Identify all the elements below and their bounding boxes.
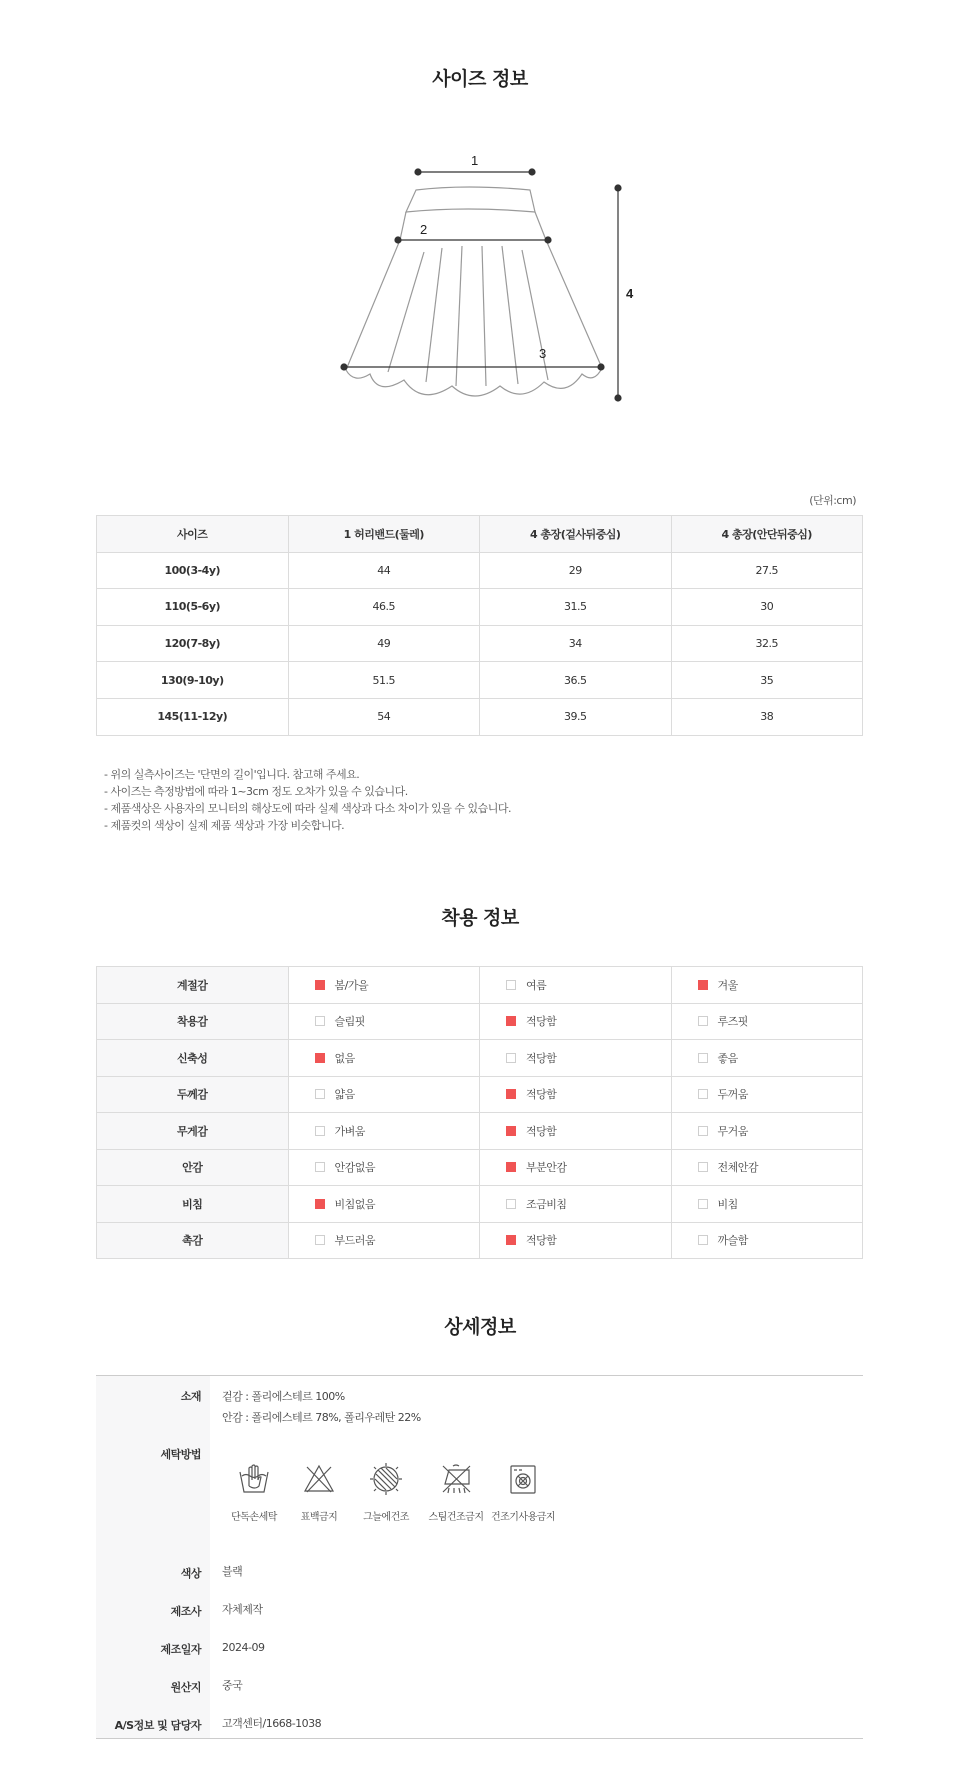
wear-option-label: 부드러움: [334, 1234, 376, 1248]
diagram-label-2: 2: [420, 222, 428, 237]
table-row: [97, 967, 863, 1004]
size-cell: 120(7-8y): [97, 625, 289, 662]
wear-option-label: 안감없음: [334, 1161, 376, 1175]
table-row: [97, 662, 863, 699]
checked-box: [506, 1089, 516, 1099]
size-cell: 49: [288, 625, 480, 662]
note-line: - 위의 실측사이즈는 '단면의 길이'입니다. 참고해 주세요.: [104, 768, 360, 781]
wear-option-label: 적당함: [526, 1051, 557, 1065]
as-value: 고객센터/1668-1038: [222, 1717, 322, 1730]
color-value: 블랙: [222, 1565, 243, 1578]
size-cell: 34: [480, 625, 672, 662]
wear-option-label: 비침없음: [334, 1197, 376, 1211]
size-table: [96, 515, 863, 736]
size-cell: 31.5: [480, 589, 672, 626]
size-section-title: 사이즈 정보: [432, 68, 528, 90]
checked-box: [315, 1053, 325, 1063]
unchecked-box: [315, 1016, 325, 1026]
checked-box: [506, 1016, 516, 1026]
detail-label: 색상: [180, 1567, 201, 1580]
table-row: [97, 1222, 863, 1259]
size-cell: 44: [288, 552, 480, 589]
unchecked-box: [506, 1199, 516, 1209]
wear-option: [480, 1003, 672, 1040]
wear-row-label: 무게감: [97, 1113, 289, 1150]
size-cell: 35: [671, 662, 863, 699]
wear-section-title: 착용 정보: [441, 907, 519, 929]
table-row: [97, 552, 863, 589]
size-cell: 32.5: [671, 625, 863, 662]
detail-label: 제조일자: [160, 1643, 201, 1656]
wear-option: [288, 1186, 480, 1223]
detail-row-washing: [96, 1446, 863, 1556]
unchecked-box: [315, 1089, 325, 1099]
checked-box: [698, 980, 708, 990]
wear-row-label: 촉감: [97, 1222, 289, 1259]
wear-option-label: 조금비침: [526, 1197, 567, 1211]
wear-option-label: 적당함: [526, 1088, 557, 1102]
table-row: [97, 1003, 863, 1040]
checked-box: [506, 1235, 516, 1245]
table-row: [97, 1149, 863, 1186]
wear-option-label: 봄/가을: [334, 978, 369, 992]
no-bleach-icon: [302, 1462, 336, 1496]
wear-option-label: 전체안감: [717, 1161, 759, 1175]
unchecked-box: [698, 1126, 708, 1136]
wear-option-label: 적당함: [526, 1015, 557, 1029]
table-row: [97, 1076, 863, 1113]
wear-option: [671, 1003, 863, 1040]
unchecked-box: [698, 1199, 708, 1209]
wear-option: [671, 1113, 863, 1150]
wear-option: [288, 1113, 480, 1150]
wear-option: [671, 1149, 863, 1186]
size-cell: 29: [480, 552, 672, 589]
table-row: [97, 1113, 863, 1150]
checked-box: [506, 1162, 516, 1172]
wash-label: 스팀건조금지: [428, 1512, 484, 1523]
wear-option-label: 두꺼움: [717, 1088, 748, 1102]
size-cell: 30: [671, 589, 863, 626]
table-row: [97, 589, 863, 626]
wear-option-label: 적당함: [526, 1234, 557, 1248]
unchecked-box: [698, 1053, 708, 1063]
no-steam-dry-icon: [439, 1462, 473, 1496]
unchecked-box: [506, 1053, 516, 1063]
wear-option: [288, 1003, 480, 1040]
wash-item: [346, 1462, 426, 1523]
table-row: [97, 698, 863, 735]
table-row: [97, 625, 863, 662]
checked-box: [506, 1126, 516, 1136]
size-table-header: [97, 516, 863, 553]
no-tumble-dry-icon: [506, 1462, 540, 1496]
wear-option: [480, 1222, 672, 1259]
detail-label: 소재: [180, 1390, 201, 1403]
detail-info-table: [96, 1375, 863, 1739]
table-row: [97, 1186, 863, 1223]
note-line: - 사이즈는 측정방법에 따라 1~3cm 정도 오차가 있을 수 있습니다.: [104, 785, 408, 798]
wear-option-label: 좋음: [717, 1051, 738, 1065]
unchecked-box: [506, 980, 516, 990]
unchecked-box: [315, 1162, 325, 1172]
wear-option: [480, 1113, 672, 1150]
wear-option: [288, 967, 480, 1004]
wear-option: [671, 1222, 863, 1259]
wash-label: 표백금지: [300, 1512, 338, 1523]
skirt-size-diagram: [330, 148, 650, 418]
checked-box: [315, 1199, 325, 1209]
diagram-label-4: 4: [626, 286, 634, 301]
unchecked-box: [698, 1162, 708, 1172]
wash-label: 그늘에건조: [363, 1512, 409, 1523]
wear-option-label: 적당함: [526, 1124, 557, 1138]
wear-row-label: 계절감: [97, 967, 289, 1004]
material-line: 안감 : 폴리에스테르 78%, 폴리우레탄 22%: [222, 1411, 421, 1424]
wear-row-label: 비침: [97, 1186, 289, 1223]
wash-item: [483, 1462, 563, 1523]
detail-label: 세탁방법: [160, 1448, 201, 1461]
wear-option: [480, 1186, 672, 1223]
size-header-cell: 사이즈: [97, 516, 289, 553]
wear-option: [671, 1186, 863, 1223]
size-header-cell: 4 총장(겉사뒤중심): [480, 516, 672, 553]
wear-option: [480, 1040, 672, 1077]
detail-label: 제조사: [170, 1605, 201, 1618]
unit-label: (단위:cm): [809, 494, 856, 507]
wear-option-label: 무거움: [717, 1124, 748, 1138]
material-value: [222, 1386, 421, 1428]
size-cell: 145(11-12y): [97, 698, 289, 735]
unchecked-box: [698, 1235, 708, 1245]
wear-option: [671, 1076, 863, 1113]
wear-option: [480, 1076, 672, 1113]
unchecked-box: [315, 1235, 325, 1245]
wear-option-label: 부분안감: [526, 1161, 567, 1175]
wear-option-label: 비침: [717, 1197, 738, 1211]
wash-label: 건조기사용금지: [490, 1512, 556, 1523]
size-cell: 130(9-10y): [97, 662, 289, 699]
size-cell: 100(3-4y): [97, 552, 289, 589]
unchecked-box: [698, 1016, 708, 1026]
wear-option-label: 얇음: [334, 1088, 355, 1102]
wear-row-label: 두께감: [97, 1076, 289, 1113]
wear-info-table: [96, 966, 863, 1259]
origin-value: 중국: [222, 1679, 243, 1692]
wear-row-label: 안감: [97, 1149, 289, 1186]
wear-option: [288, 1222, 480, 1259]
size-header-cell: 1 허리밴드(둘레): [288, 516, 480, 553]
wear-option-label: 여름: [526, 978, 547, 992]
wear-option: [671, 967, 863, 1004]
detail-section-title: 상세정보: [444, 1316, 516, 1338]
size-cell: 51.5: [288, 662, 480, 699]
wear-option-label: 루즈핏: [717, 1015, 748, 1029]
wear-option: [288, 1040, 480, 1077]
size-notes: [104, 766, 511, 834]
material-line: 겉감 : 폴리에스테르 100%: [222, 1390, 345, 1403]
shade-dry-icon: [369, 1462, 403, 1496]
wear-option-label: 겨울: [717, 978, 738, 992]
maker-value: 자체제작: [222, 1603, 263, 1616]
size-cell: 54: [288, 698, 480, 735]
wear-option: [288, 1149, 480, 1186]
size-header-cell: 4 총장(안단뒤중심): [671, 516, 863, 553]
size-cell: 27.5: [671, 552, 863, 589]
size-cell: 39.5: [480, 698, 672, 735]
wear-option-label: 까슬함: [717, 1234, 748, 1248]
detail-label: A/S정보 및 담당자: [114, 1719, 201, 1732]
wear-option-label: 없음: [334, 1051, 355, 1065]
wear-option: [288, 1076, 480, 1113]
date-value: 2024-09: [222, 1641, 265, 1654]
checked-box: [315, 980, 325, 990]
unchecked-box: [315, 1126, 325, 1136]
wear-row-label: 신축성: [97, 1040, 289, 1077]
wash-label: 단독손세탁: [231, 1512, 277, 1523]
wear-option-label: 가벼움: [334, 1124, 365, 1138]
note-line: - 제품색상은 사용자의 모니터의 해상도에 따라 실제 색상과 다소 차이가 있을 수 있습니다.: [104, 802, 511, 815]
detail-label: 원산지: [170, 1681, 201, 1694]
note-line: - 제품컷의 색상이 실제 제품 색상과 가장 비슷합니다.: [104, 819, 345, 832]
wear-row-label: 착용감: [97, 1003, 289, 1040]
diagram-label-3: 3: [539, 346, 547, 361]
wear-option: [480, 967, 672, 1004]
size-cell: 38: [671, 698, 863, 735]
size-cell: 110(5-6y): [97, 589, 289, 626]
size-cell: 46.5: [288, 589, 480, 626]
wear-option: [480, 1149, 672, 1186]
unchecked-box: [698, 1089, 708, 1099]
table-row: [97, 1040, 863, 1077]
diagram-label-1: 1: [471, 153, 479, 168]
wear-option: [671, 1040, 863, 1077]
wear-option-label: 슬림핏: [334, 1015, 365, 1029]
hand-wash-icon: [237, 1462, 271, 1496]
size-cell: 36.5: [480, 662, 672, 699]
